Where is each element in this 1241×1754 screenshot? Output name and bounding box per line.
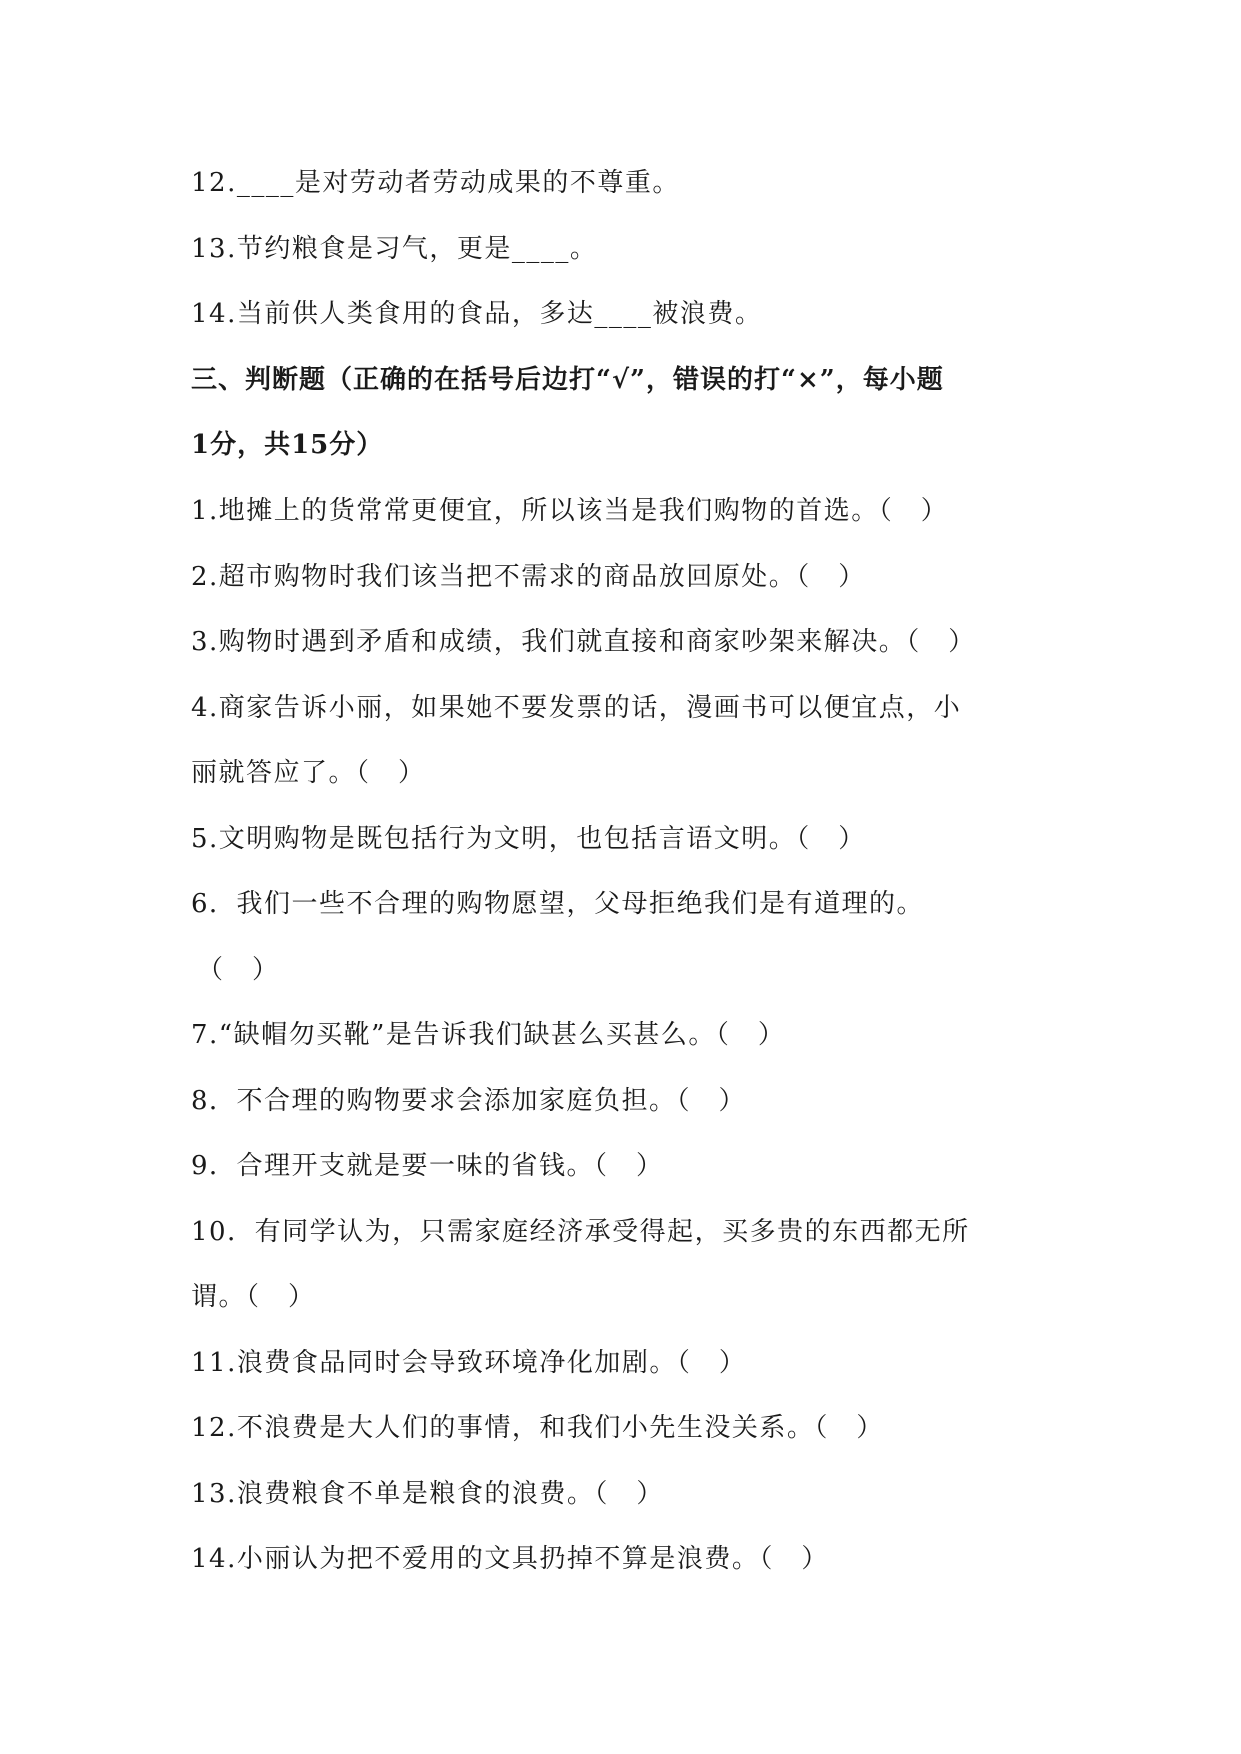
judgment-item-continuation: 丽就答应了。（ ） xyxy=(191,758,426,788)
section-heading-line-1: 三、判断题（正确的在括号后边打“√”，错误的打“×”，每小题 xyxy=(191,365,944,395)
judgment-item: 9．合理开支就是要一味的省钱。（ ） xyxy=(191,1151,664,1181)
judgment-item: 14.小丽认为把不爱用的文具扔掉不算是浪费。（ ） xyxy=(191,1544,829,1574)
judgment-item: 6．我们一些不合理的购物愿望，父母拒绝我们是有道理的。 xyxy=(191,889,925,919)
judgment-item: 3.购物时遇到矛盾和成绩，我们就直接和商家吵架来解决。（ ） xyxy=(191,627,976,657)
judgment-item: 11.浪费食品同时会导致环境净化加剧。（ ） xyxy=(191,1348,747,1378)
fill-blank-question-12: 12.____是对劳动者劳动成果的不尊重。 xyxy=(191,168,680,198)
judgment-item: 4.商家告诉小丽，如果她不要发票的话，漫画书可以便宜点，小 xyxy=(191,693,962,723)
fill-blank-question-13: 13.节约粮食是习气，更是____。 xyxy=(191,234,598,264)
judgment-item: 10．有同学认为，只需家庭经济承受得起，买多贵的东西都无所 xyxy=(191,1217,970,1247)
fill-blank-question-14: 14.当前供人类食用的食品，多达____被浪费。 xyxy=(191,299,763,329)
judgment-item-continuation: （ ） xyxy=(197,955,280,985)
judgment-item: 12.不浪费是大人们的事情，和我们小先生没关系。（ ） xyxy=(191,1413,884,1443)
judgment-item: 7.“缺帽勿买靴”是告诉我们缺甚么买甚么。（ ） xyxy=(191,1020,786,1050)
judgment-item: 13.浪费粮食不单是粮食的浪费。（ ） xyxy=(191,1479,664,1509)
judgment-item: 2.超市购物时我们该当把不需求的商品放回原处。（ ） xyxy=(191,562,866,592)
judgment-item-continuation: 谓。（ ） xyxy=(191,1282,316,1312)
section-heading-line-2: 1分，共15分） xyxy=(191,430,384,460)
judgment-item: 5.文明购物是既包括行为文明，也包括言语文明。（ ） xyxy=(191,824,866,854)
judgment-item: 8．不合理的购物要求会添加家庭负担。（ ） xyxy=(191,1086,747,1116)
judgment-item: 1.地摊上的货常常更便宜，所以该当是我们购物的首选。（ ） xyxy=(191,496,949,526)
